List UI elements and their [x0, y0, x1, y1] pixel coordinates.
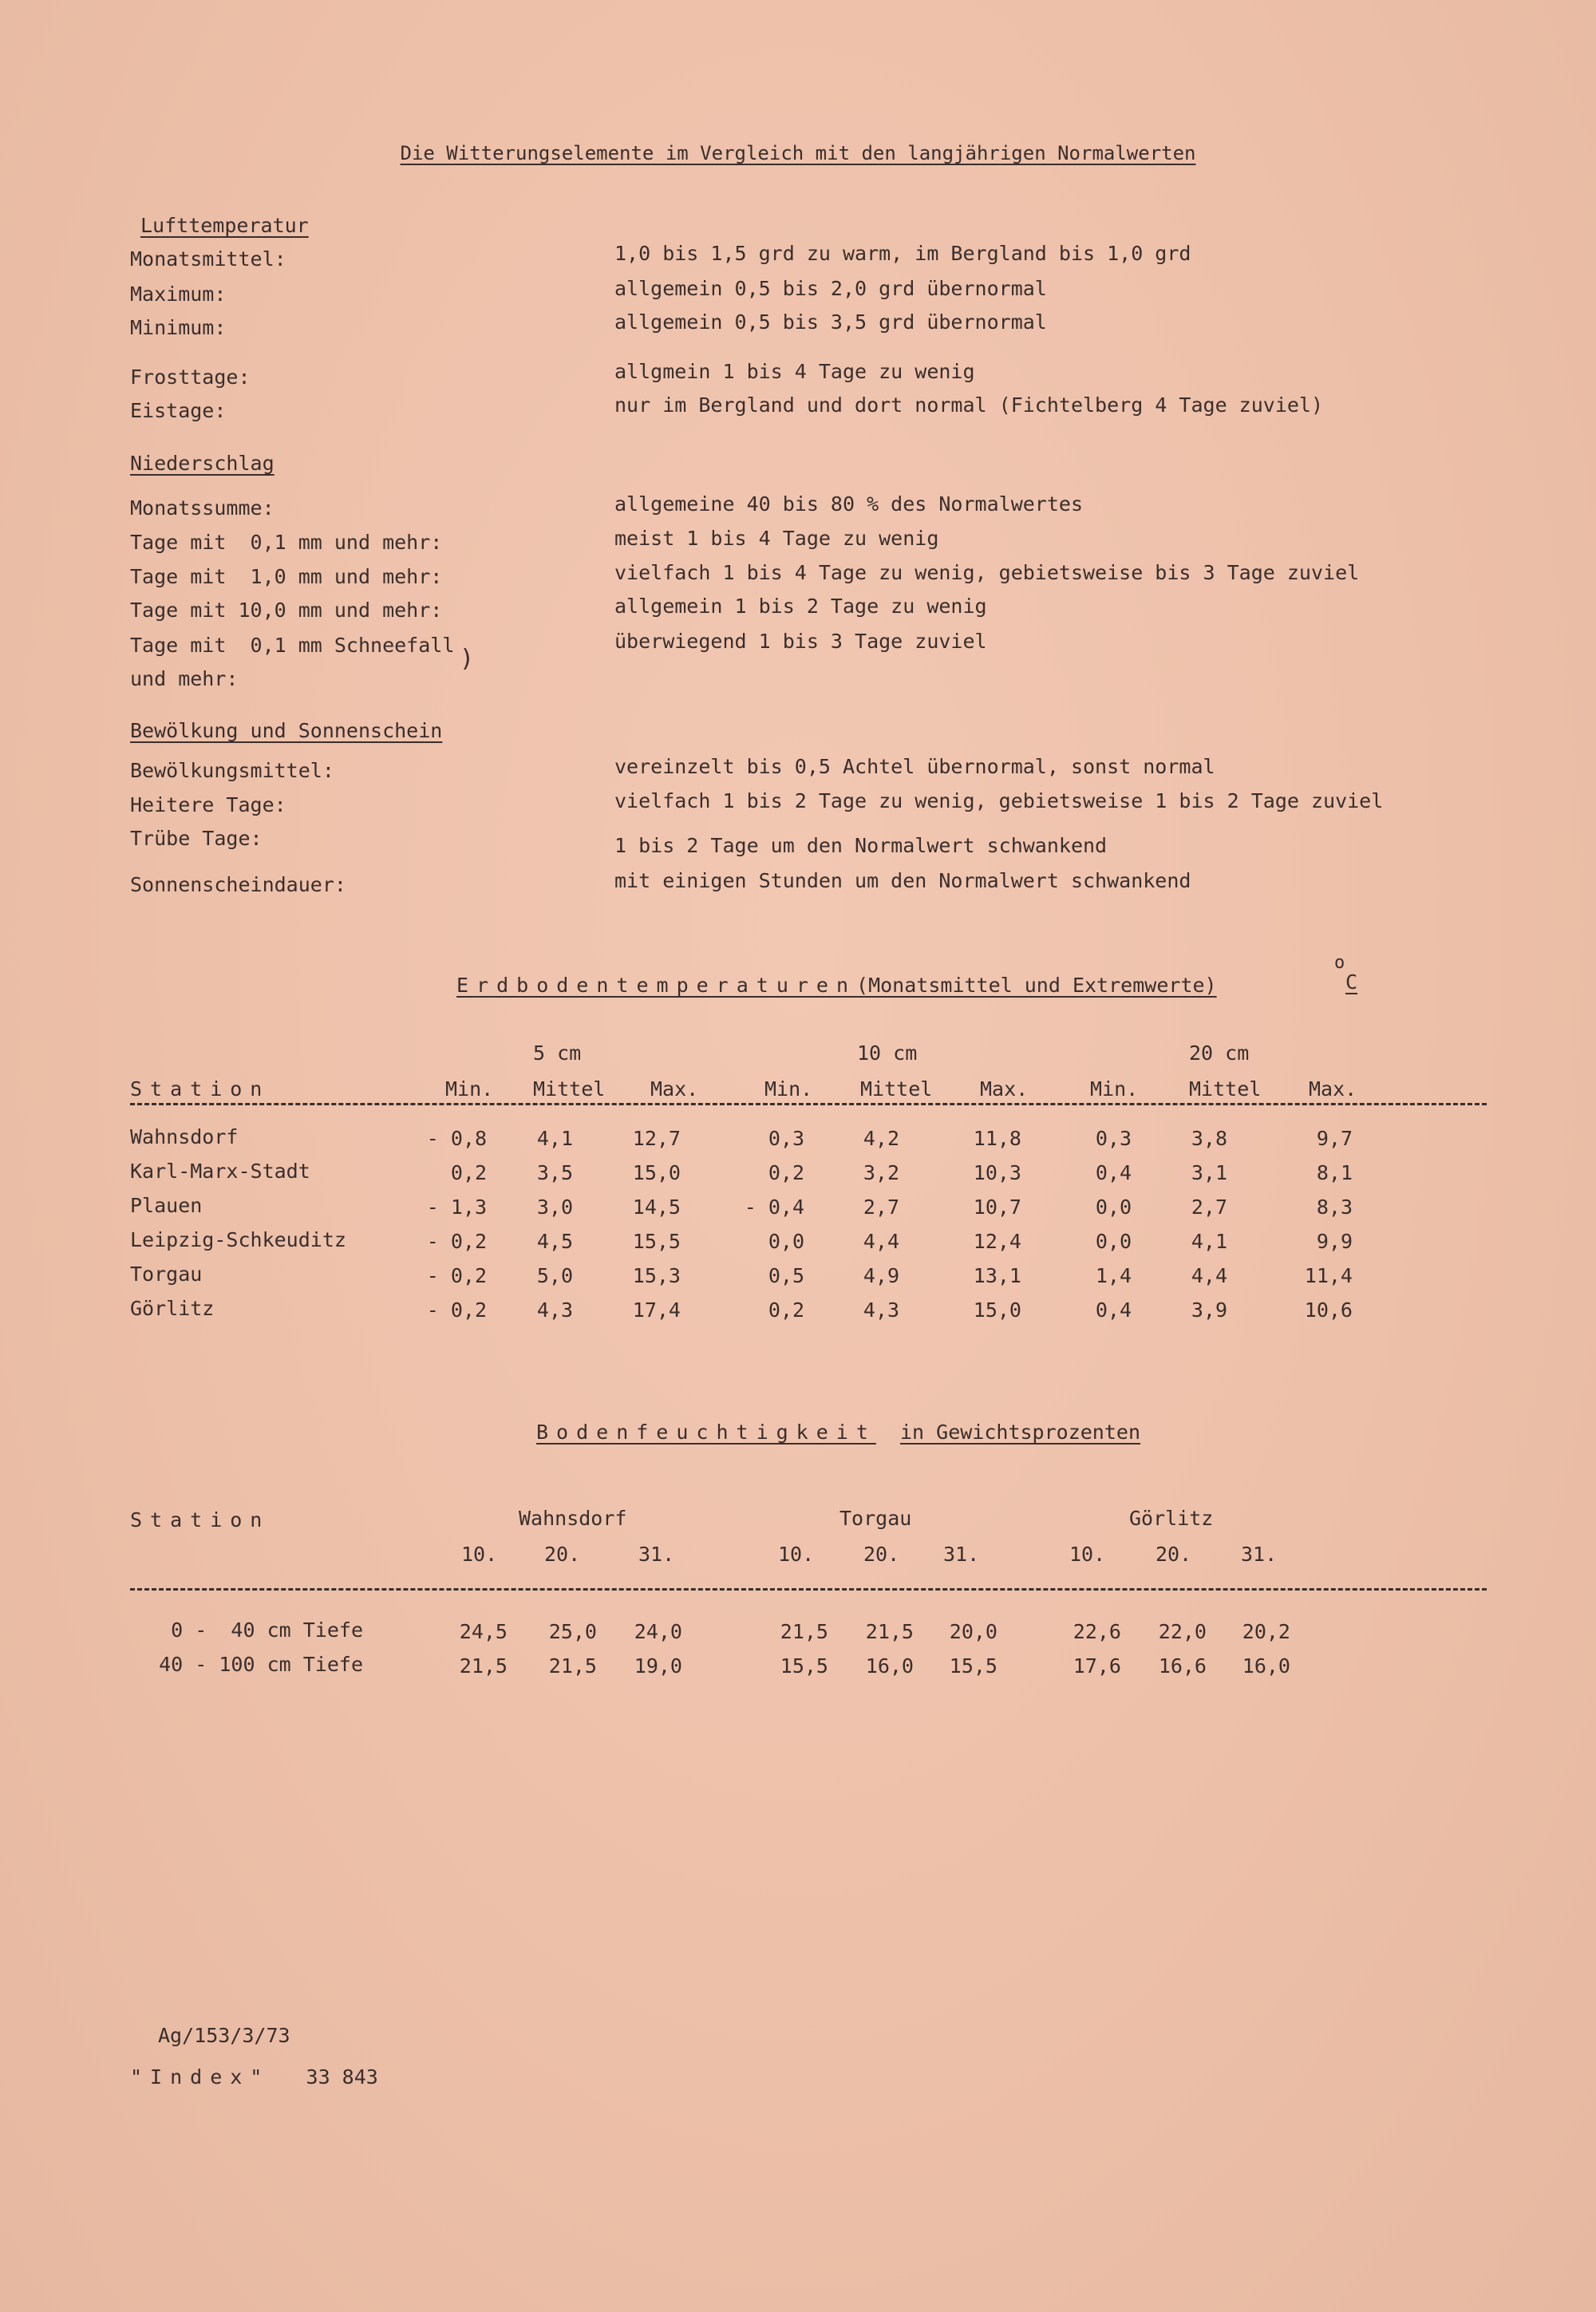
erdboden-table-cell: 4,9 [863, 1264, 899, 1287]
boden-title-rest: in Gewichtsprozenten [899, 1421, 1141, 1444]
value-eistage: nur im Bergland und dort normal (Fichtelberg 4 Tage zuviel) [614, 393, 1324, 417]
label-tage-10-0mm: Tage mit 10,0 mm und mehr: [130, 599, 443, 622]
value-tage-1-0mm: vielfach 1 bis 4 Tage zu wenig, gebietsweise bis 3 Tage zuviel [614, 561, 1360, 584]
erdboden-table-cell: 3,0 [536, 1196, 573, 1219]
erdboden-col-header: Mittel [1189, 1077, 1262, 1101]
erdboden-col-header: Min. [764, 1077, 813, 1101]
erdboden-title-rest: (Monatsmittel und Extremwerte) [856, 974, 1217, 997]
erdboden-table-cell: 15,0 [632, 1161, 681, 1184]
erdboden-table-cell: - 1,3 [426, 1196, 487, 1219]
erdboden-table-cell: 3,9 [1191, 1298, 1227, 1322]
erdboden-table-cell: 4,1 [1191, 1230, 1227, 1253]
label-truebe-tage: Trübe Tage: [130, 827, 263, 850]
value-heitere-tage: vielfach 1 bis 2 Tage zu wenig, gebietsweise 1 bis 2 Tage zuviel [614, 789, 1384, 812]
erdboden-table-cell: 4,5 [536, 1230, 573, 1253]
section-heading-lufttemperatur: Lufttemperatur [140, 214, 309, 237]
erdboden-table-cell: 3,8 [1191, 1127, 1227, 1150]
boden-table-cell: 15,5 [780, 1654, 828, 1678]
erdboden-col-header: Min. [1090, 1077, 1139, 1101]
erdboden-table-cell: 10,3 [973, 1161, 1021, 1184]
erdboden-table-cell: - 0,2 [426, 1264, 487, 1287]
erdboden-table-cell: 11,8 [973, 1127, 1021, 1150]
erdboden-station-name: Karl-Marx-Stadt [130, 1160, 310, 1183]
boden-divider [130, 1588, 1487, 1591]
erdboden-table-cell: 8,3 [1316, 1196, 1353, 1219]
boden-table-cell: 16,0 [1242, 1654, 1290, 1678]
boden-day-header: 10. [461, 1543, 498, 1566]
boden-depth-label: 0 - 40 cm Tiefe [171, 1618, 363, 1642]
erdboden-table-cell: 5,0 [536, 1264, 573, 1287]
erdboden-table-cell: 3,5 [536, 1161, 573, 1184]
boden-day-header: 20. [544, 1543, 581, 1566]
depth-5cm: 5 cm [533, 1041, 582, 1065]
value-monatsmittel: 1,0 bis 1,5 grd zu warm, im Bergland bis 1,0 grd [614, 242, 1191, 265]
boden-table-cell: 16,6 [1158, 1654, 1207, 1678]
erdboden-table-cell: 10,6 [1304, 1298, 1353, 1322]
boden-station-wahnsdorf: Wahnsdorf [519, 1507, 627, 1530]
erdboden-table-cell: 12,4 [973, 1230, 1021, 1253]
boden-day-header: 10. [1069, 1543, 1106, 1566]
erdboden-table-cell: 4,3 [863, 1298, 899, 1322]
boden-table-cell: 20,0 [949, 1620, 998, 1643]
erdboden-table-cell: 10,7 [973, 1196, 1021, 1219]
boden-station-goerlitz: Görlitz [1129, 1507, 1214, 1530]
erdboden-table-cell: 4,4 [1191, 1264, 1227, 1287]
erdboden-table-cell: 14,5 [632, 1196, 681, 1219]
erdboden-col-header: Max. [650, 1077, 699, 1101]
erdboden-divider [130, 1103, 1487, 1105]
erdboden-station-name: Plauen [130, 1194, 203, 1217]
boden-title [536, 1422, 1140, 1442]
erdboden-station-name: Görlitz [130, 1297, 215, 1320]
erdboden-table-cell: 17,4 [632, 1298, 681, 1322]
boden-day-header: 31. [943, 1543, 980, 1566]
label-heitere-tage: Heitere Tage: [130, 793, 286, 816]
boden-day-header: 20. [863, 1543, 900, 1566]
value-tage-10-0mm: allgemein 1 bis 2 Tage zu wenig [614, 595, 987, 618]
boden-table-cell: 21,5 [459, 1654, 508, 1678]
boden-table-cell: 15,5 [949, 1654, 998, 1678]
erdboden-col-header: Mittel [860, 1077, 933, 1101]
erdboden-table-cell: - 0,2 [426, 1230, 487, 1253]
erdboden-table-cell: 0,3 [1095, 1127, 1132, 1150]
boden-table-cell: 21,5 [548, 1654, 597, 1678]
footer-index-number: 33 843 [306, 2065, 378, 2089]
erdboden-table-cell: 0,2 [768, 1298, 804, 1322]
section-heading-niederschlag: Niederschlag [130, 452, 275, 475]
footer-reference: Ag/153/3/73 [158, 2024, 290, 2047]
boden-station-torgau: Torgau [839, 1507, 912, 1530]
erdboden-unit-degree: o [1334, 953, 1345, 973]
boden-table-cell: 20,2 [1242, 1620, 1290, 1643]
boden-station-header: Station [130, 1508, 271, 1531]
label-und-mehr: und mehr: [130, 667, 239, 690]
label-tage-schneefall: Tage mit 0,1 mm Schneefall [130, 634, 455, 657]
boden-table-cell: 25,0 [548, 1620, 597, 1643]
erdboden-col-header: Max. [1309, 1077, 1357, 1101]
value-bewoelkungsmittel: vereinzelt bis 0,5 Achtel übernormal, sonst normal [614, 755, 1215, 778]
erdboden-table-cell: 9,9 [1316, 1230, 1353, 1253]
erdboden-title-main: Erdbodentemperaturen [456, 974, 857, 997]
label-eistage: Eistage: [130, 399, 227, 422]
value-sonnenscheindauer: mit einigen Stunden um den Normalwert schwankend [614, 869, 1191, 892]
erdboden-table-cell: 0,4 [1095, 1161, 1132, 1184]
boden-table-cell: 22,0 [1158, 1620, 1207, 1643]
boden-title-main: Bodenfeuchtigkeit [536, 1421, 876, 1444]
erdboden-table-cell: 3,2 [863, 1161, 899, 1184]
erdboden-table-cell: 15,0 [973, 1298, 1021, 1322]
boden-table-cell: 22,6 [1073, 1620, 1121, 1643]
boden-table-cell: 21,5 [780, 1620, 828, 1643]
depth-10cm: 10 cm [857, 1041, 918, 1065]
erdboden-table-cell: 0,0 [1095, 1230, 1132, 1253]
label-tage-0-1mm: Tage mit 0,1 mm und mehr: [130, 531, 443, 554]
value-minimum: allgemein 0,5 bis 3,5 grd übernormal [614, 310, 1047, 334]
erdboden-table-cell: 0,0 [1095, 1196, 1132, 1219]
depth-20cm: 20 cm [1189, 1041, 1250, 1065]
erdboden-col-header: Max. [980, 1077, 1029, 1101]
erdboden-table-cell: 0,2 [450, 1161, 487, 1184]
erdboden-table-cell: 4,3 [536, 1298, 573, 1322]
erdboden-table-cell: 0,0 [768, 1230, 804, 1253]
erdboden-table-cell: 1,4 [1095, 1264, 1132, 1287]
label-monatsmittel: Monatsmittel: [130, 247, 286, 271]
erdboden-table-cell: 8,1 [1316, 1161, 1353, 1184]
boden-table-cell: 21,5 [865, 1620, 914, 1643]
erdboden-station-header: Station [130, 1077, 271, 1101]
erdboden-title [456, 975, 1217, 995]
boden-day-header: 31. [1241, 1543, 1278, 1566]
value-frosttage: allgmein 1 bis 4 Tage zu wenig [614, 360, 975, 383]
label-bewoelkungsmittel: Bewölkungsmittel: [130, 759, 334, 782]
label-tage-1-0mm: Tage mit 1,0 mm und mehr: [130, 565, 443, 588]
erdboden-unit-c: C [1345, 970, 1358, 994]
erdboden-table-cell: 4,1 [536, 1127, 573, 1150]
erdboden-table-cell: 4,2 [863, 1127, 899, 1150]
value-monatssumme: allgemeine 40 bis 80 % des Normalwertes [614, 492, 1083, 516]
erdboden-table-cell: 9,7 [1316, 1127, 1353, 1150]
page-title: Die Witterungselemente im Vergleich mit den langjährigen Normalwerten [400, 142, 1196, 164]
boden-day-header: 20. [1156, 1543, 1192, 1566]
erdboden-table-cell: - 0,8 [426, 1127, 487, 1150]
boden-day-header: 31. [638, 1543, 675, 1566]
footer-index [130, 2067, 378, 2087]
erdboden-table-cell: 13,1 [973, 1264, 1021, 1287]
erdboden-table-cell: 15,3 [632, 1264, 681, 1287]
brace-mark: ) [460, 645, 475, 673]
erdboden-col-header: Mittel [533, 1077, 606, 1101]
value-maximum: allgemein 0,5 bis 2,0 grd übernormal [614, 277, 1047, 300]
label-frosttage: Frosttage: [130, 366, 251, 389]
erdboden-table-cell: 12,7 [632, 1127, 681, 1150]
boden-day-header: 10. [778, 1543, 815, 1566]
value-tage-0-1mm: meist 1 bis 4 Tage zu wenig [614, 527, 939, 550]
erdboden-station-name: Wahnsdorf [130, 1125, 239, 1148]
boden-table-cell: 24,0 [634, 1620, 682, 1643]
boden-table-cell: 17,6 [1073, 1654, 1121, 1678]
section-heading-bewoelkung: Bewölkung und Sonnenschein [130, 719, 443, 742]
erdboden-col-header: Min. [445, 1077, 494, 1101]
erdboden-station-name: Torgau [130, 1263, 203, 1286]
erdboden-table-cell: 11,4 [1304, 1264, 1353, 1287]
footer-index-label: "Index" [130, 2065, 271, 2089]
value-truebe-tage: 1 bis 2 Tage um den Normalwert schwankend [614, 834, 1108, 857]
boden-depth-label: 40 - 100 cm Tiefe [159, 1653, 363, 1676]
erdboden-table-cell: 15,5 [632, 1230, 681, 1253]
erdboden-table-cell: 4,4 [863, 1230, 899, 1253]
erdboden-table-cell: 3,1 [1191, 1161, 1227, 1184]
erdboden-table-cell: 0,5 [768, 1264, 804, 1287]
label-minimum: Minimum: [130, 316, 227, 339]
erdboden-table-cell: 0,2 [768, 1161, 804, 1184]
boden-table-cell: 19,0 [634, 1654, 682, 1678]
erdboden-table-cell: - 0,2 [426, 1298, 487, 1322]
label-sonnenscheindauer: Sonnenscheindauer: [130, 873, 346, 896]
label-maximum: Maximum: [130, 283, 227, 306]
value-tage-schneefall: überwiegend 1 bis 3 Tage zuviel [614, 630, 987, 653]
erdboden-table-cell: 2,7 [863, 1196, 899, 1219]
label-monatssumme: Monatssumme: [130, 496, 275, 520]
erdboden-table-cell: 2,7 [1191, 1196, 1227, 1219]
boden-table-cell: 16,0 [865, 1654, 914, 1678]
erdboden-station-name: Leipzig-Schkeuditz [130, 1228, 346, 1251]
erdboden-table-cell: - 0,4 [744, 1196, 804, 1219]
boden-table-cell: 24,5 [459, 1620, 508, 1643]
erdboden-table-cell: 0,3 [768, 1127, 804, 1150]
erdboden-table-cell: 0,4 [1095, 1298, 1132, 1322]
